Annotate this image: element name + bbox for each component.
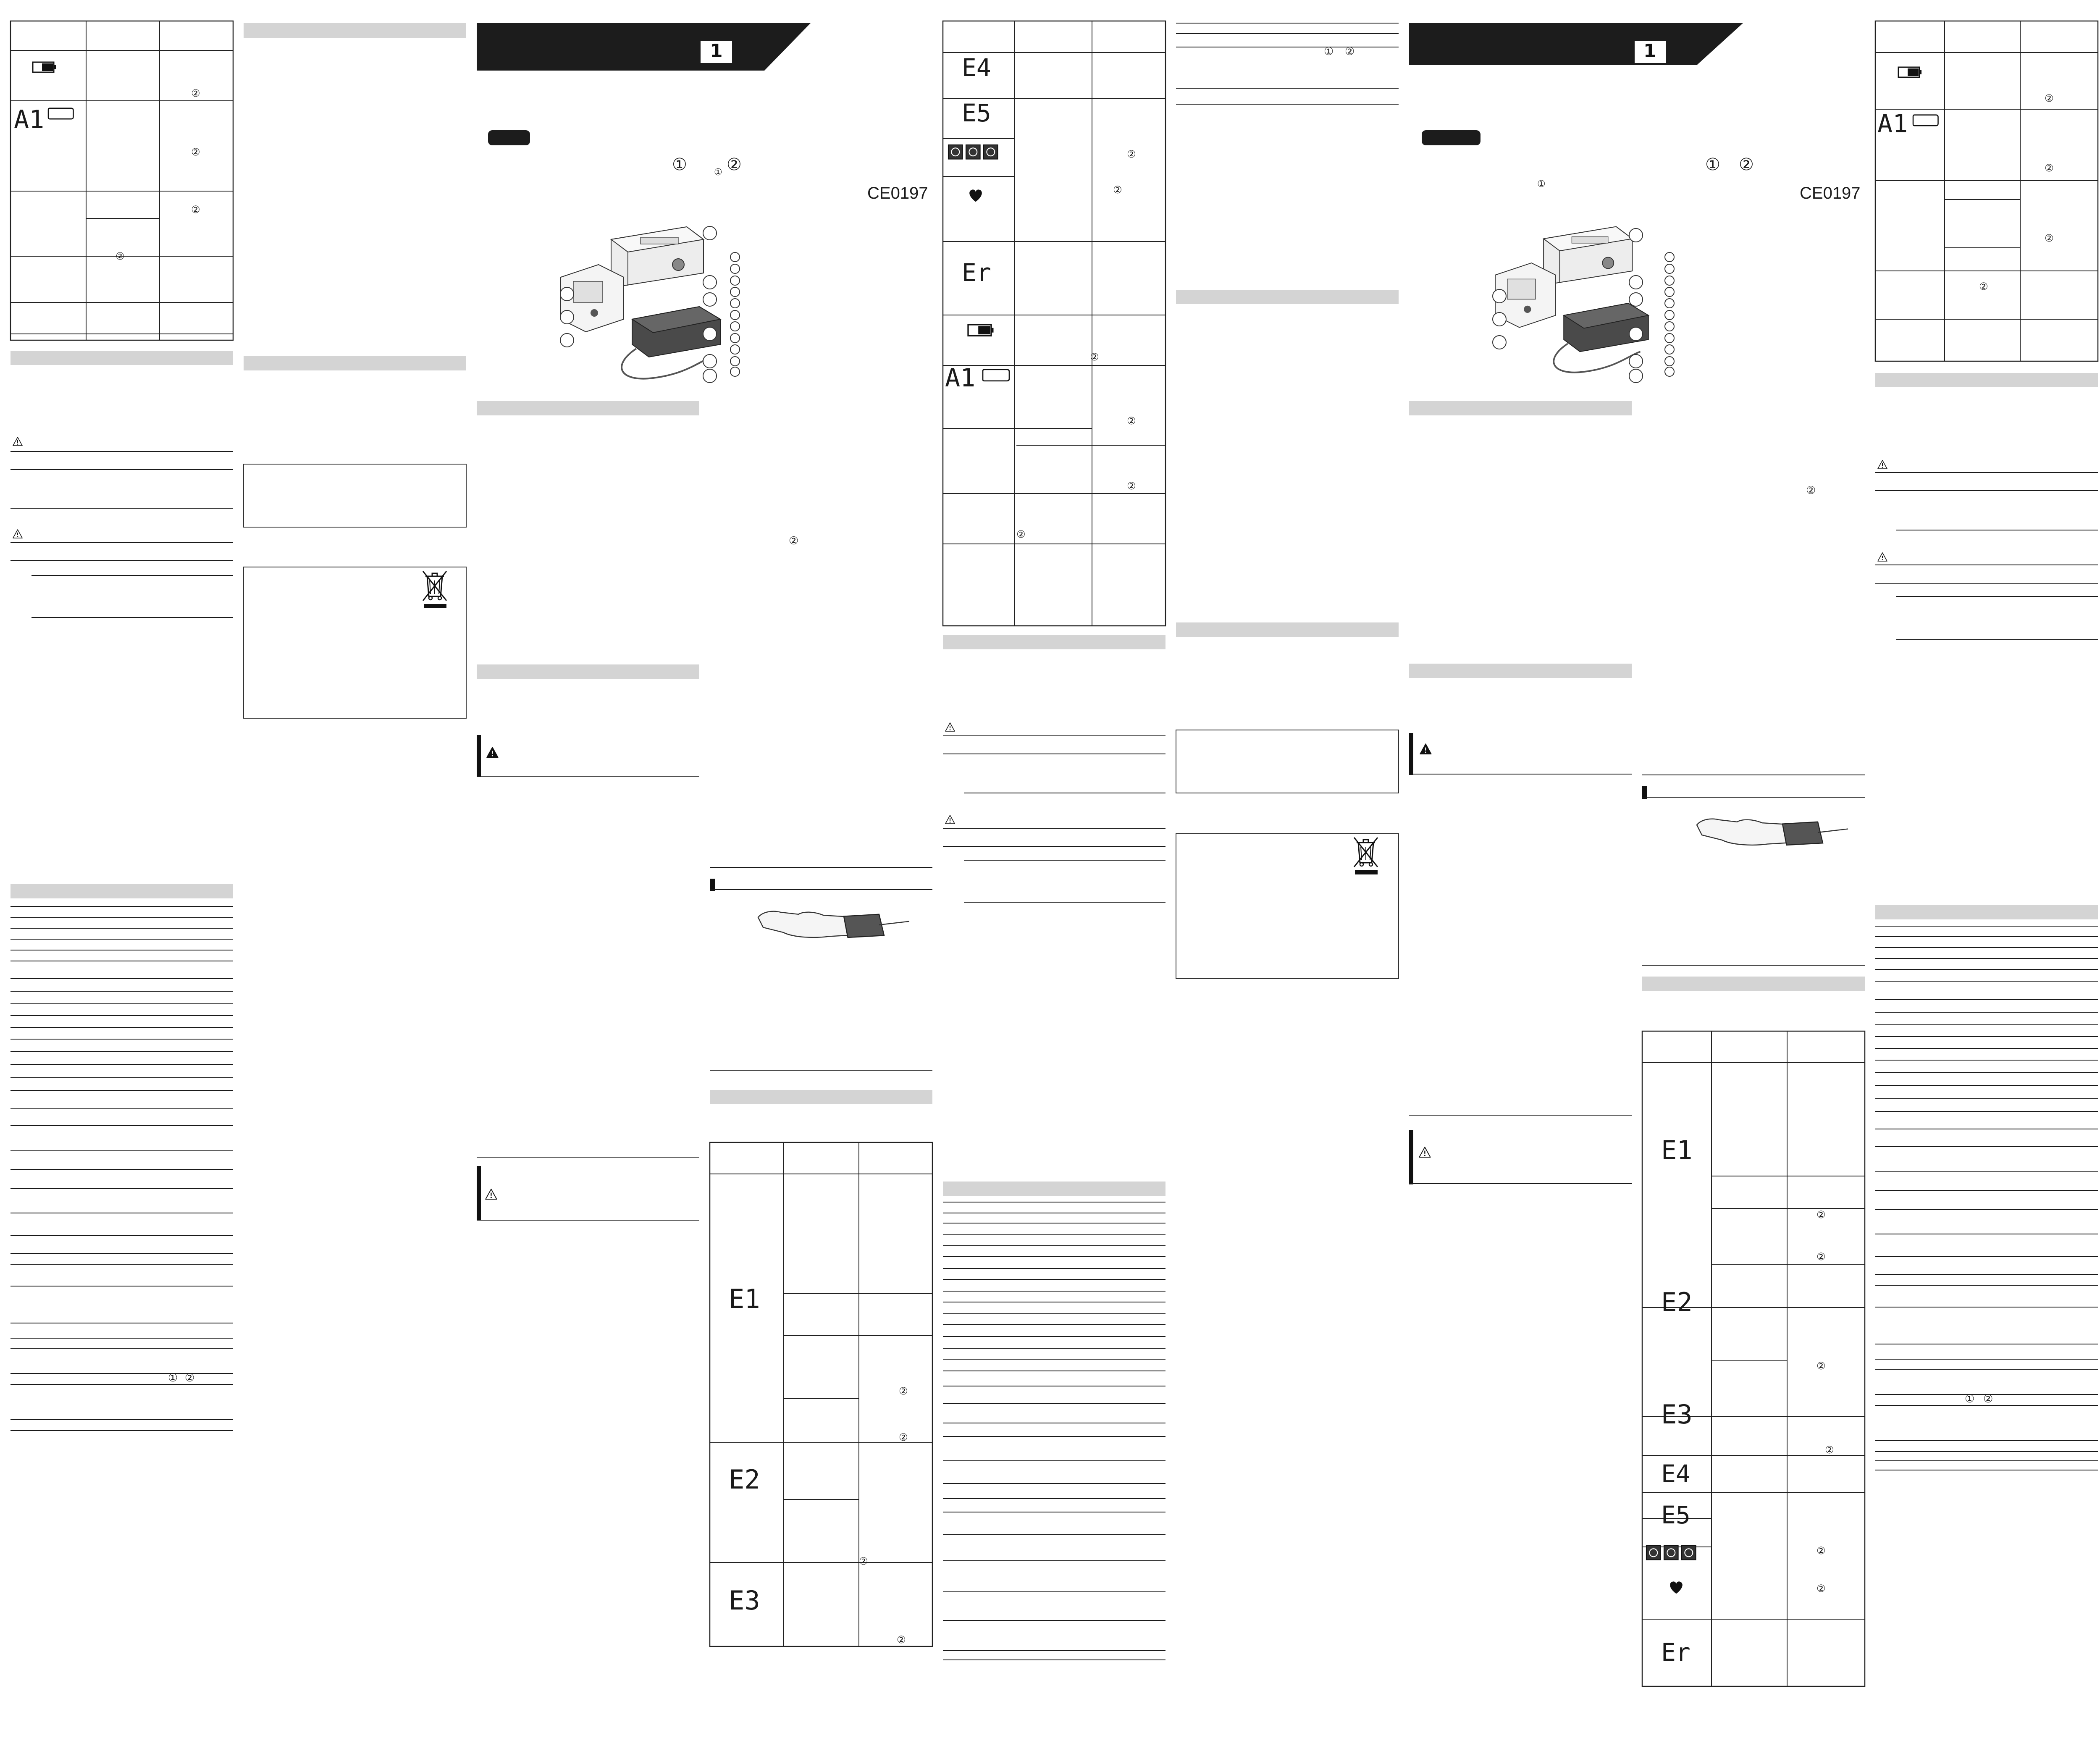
weee-bin-icon xyxy=(1354,838,1378,874)
lcd-a1-code: A1 xyxy=(14,105,45,134)
lcd-e4-code: E4 xyxy=(962,53,991,82)
section-header-bar xyxy=(1176,622,1399,637)
arm-with-cuff-icon xyxy=(758,911,909,937)
step-marker: ② xyxy=(191,146,200,158)
section-header-bar xyxy=(477,401,699,415)
caution-margin-bar xyxy=(1409,1130,1413,1184)
step-marker: ② xyxy=(1816,1209,1826,1221)
warning-margin-bar xyxy=(1409,733,1413,775)
step-marker: ① xyxy=(714,167,722,178)
step-marker: ② xyxy=(1816,1583,1826,1594)
section-header-bar xyxy=(10,884,233,898)
section-header-bar xyxy=(1875,373,2098,387)
warning-icon xyxy=(1878,460,1887,469)
model-label-pill xyxy=(1422,130,1480,145)
device-illustration xyxy=(1495,227,1648,373)
heart-icon xyxy=(1670,1581,1683,1594)
ce-mark: CE0197 xyxy=(1800,184,1861,202)
heart-icon xyxy=(969,189,982,202)
lcd-e5-code: E5 xyxy=(962,99,991,127)
cuff-icon xyxy=(983,370,1009,381)
disposal-box xyxy=(244,567,466,718)
step-marker: ② xyxy=(2045,92,2054,104)
warning-icon xyxy=(13,437,22,446)
step-marker: ② xyxy=(1825,1444,1834,1456)
lcd-e2-code: E2 xyxy=(1661,1287,1693,1318)
step-marker: ② xyxy=(1345,45,1355,58)
step-marker: ② xyxy=(191,204,200,215)
battery-icon xyxy=(968,325,994,336)
sheet-artwork xyxy=(10,21,2100,1686)
step-marker: ② xyxy=(1113,184,1122,196)
step-marker: ② xyxy=(1127,148,1136,160)
step-marker: ② xyxy=(727,155,742,174)
step-marker: ② xyxy=(2045,232,2054,244)
battery-icon xyxy=(1898,67,1922,77)
section-header-bar xyxy=(1875,905,2098,919)
lcd-e5-code: E5 xyxy=(1661,1501,1690,1529)
device-illustration xyxy=(561,227,720,379)
cuff-on-arm xyxy=(844,914,884,937)
note-box xyxy=(244,464,466,527)
lcd-a1-code: A1 xyxy=(945,363,976,393)
warning-icon xyxy=(486,1189,496,1199)
step-marker: ② xyxy=(897,1634,906,1646)
section-header-bar xyxy=(244,23,466,38)
cuff-on-arm xyxy=(1782,822,1823,845)
section-header-bar xyxy=(943,1182,1166,1196)
step-marker: ② xyxy=(191,87,200,99)
ce-mark: CE0197 xyxy=(867,184,928,202)
step-marker: ② xyxy=(1739,155,1754,174)
step-marker: ① xyxy=(1537,179,1546,189)
step-marker: ① xyxy=(1965,1393,1975,1405)
warning-icon xyxy=(1878,553,1887,561)
lcd-a1-code: A1 xyxy=(1877,109,1908,139)
step-marker: ② xyxy=(1016,528,1026,540)
section-header-bar xyxy=(10,351,233,365)
step-marker: ② xyxy=(1816,1545,1826,1557)
monitor-display xyxy=(640,237,678,244)
lcd-e3-code: E3 xyxy=(729,1585,760,1616)
arm-with-cuff-icon xyxy=(1697,819,1848,845)
step-marker: ② xyxy=(859,1555,868,1567)
step-marker: ① xyxy=(672,155,687,174)
step-marker: ② xyxy=(899,1431,908,1443)
section-header-bar xyxy=(1642,977,1865,991)
lcd-e3-code: E3 xyxy=(1661,1399,1693,1430)
section-header-bar xyxy=(1409,664,1632,678)
step-marker: ② xyxy=(1127,480,1136,492)
warning-icon xyxy=(13,530,22,538)
step-marker: ② xyxy=(1816,1251,1826,1263)
weee-bin-icon xyxy=(423,571,446,608)
lcd-e2-code: E2 xyxy=(729,1464,760,1495)
start-button xyxy=(1602,257,1614,269)
section-header-bar xyxy=(477,664,699,679)
cuff-icon xyxy=(48,108,74,119)
step-marker: ① xyxy=(1705,155,1720,174)
step-marker: ② xyxy=(1127,415,1136,427)
disposal-box xyxy=(1176,834,1399,979)
step-marker: ② xyxy=(899,1385,908,1397)
step-marker: ② xyxy=(1806,484,1816,497)
step-marker: ② xyxy=(2045,162,2054,174)
page-number-badge: 1 xyxy=(710,40,723,62)
step-marker: ② xyxy=(116,250,125,262)
step-marker: ① xyxy=(1324,45,1334,58)
step-marker: ② xyxy=(185,1372,195,1384)
lcd-e1-code: E1 xyxy=(729,1284,760,1314)
lcd-er-code: Er xyxy=(962,258,991,287)
model-label-pill xyxy=(488,130,530,145)
warning-margin-bar xyxy=(477,735,481,777)
cuff-icon xyxy=(1913,115,1938,126)
motion-icon xyxy=(948,145,998,159)
warning-icon xyxy=(945,815,955,824)
battery-icon xyxy=(33,62,56,72)
step-marker: ② xyxy=(1816,1360,1826,1372)
section-header-bar xyxy=(943,635,1166,649)
note-box xyxy=(1176,730,1399,793)
step-marker: ② xyxy=(789,535,799,547)
warning-icon xyxy=(945,723,955,731)
step-marker: ② xyxy=(1090,351,1099,363)
lcd-er-code: Er xyxy=(1661,1638,1690,1667)
title-banner xyxy=(1409,23,1743,65)
step-marker: ① xyxy=(168,1372,178,1384)
section-header-bar xyxy=(710,1090,932,1104)
monitor-display xyxy=(1572,237,1608,243)
motion-icon xyxy=(1646,1546,1696,1560)
warning-icon xyxy=(1419,1147,1430,1157)
section-header-bar xyxy=(1409,401,1632,415)
caution-margin-bar xyxy=(477,1166,481,1221)
page-number-badge: 1 xyxy=(1643,40,1656,62)
warning-icon xyxy=(1420,744,1431,754)
start-button xyxy=(672,259,684,270)
lcd-e1-code: E1 xyxy=(1661,1135,1693,1166)
section-header-bar xyxy=(1176,290,1399,304)
warning-icon xyxy=(487,747,498,757)
section-header-bar xyxy=(244,356,466,370)
step-marker: ② xyxy=(1983,1393,1993,1405)
lcd-e4-code: E4 xyxy=(1661,1460,1690,1488)
title-banner xyxy=(477,23,811,71)
step-marker: ② xyxy=(1979,281,1988,292)
